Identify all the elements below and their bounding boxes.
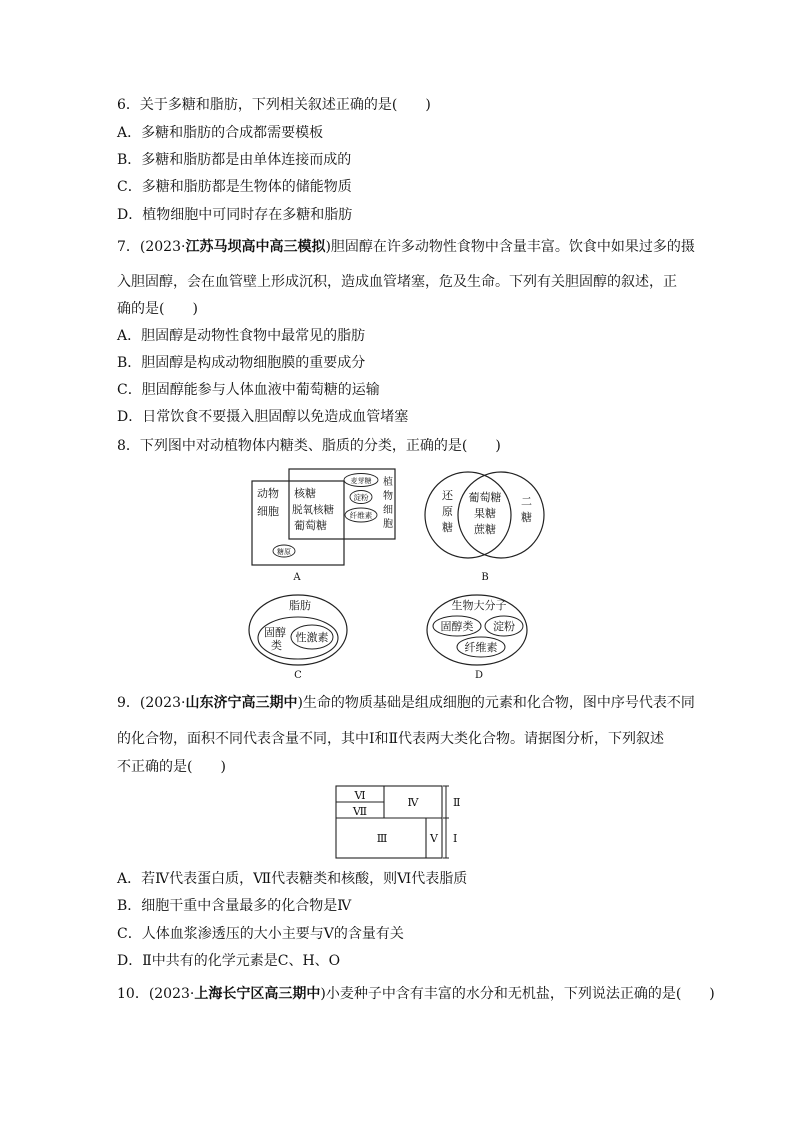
- q8-stem: 8．下列图中对动植物体内糖类、脂质的分类，正确的是( ): [117, 438, 501, 454]
- q9-option-b: B．细胞干重中含量最多的化合物是Ⅳ: [117, 898, 352, 914]
- fig-b-left-1: 还: [442, 489, 453, 502]
- q9-source: 山东济宁高三期中: [185, 695, 298, 711]
- q10-stem: [117, 985, 715, 1003]
- fig-q9-vi: Ⅵ: [354, 789, 366, 802]
- fig-b-right-2: 糖: [521, 511, 532, 524]
- fig-b-right-1: 二: [521, 495, 532, 508]
- fig-q9-v: Ⅴ: [430, 832, 438, 845]
- fig-a-ribose: 核糖: [294, 487, 316, 500]
- q7-stem-line2: 入胆固醇，会在血管壁上形成沉积，造成血管堵塞，危及生命。下列有关胆固醇的叙述，正: [117, 274, 677, 290]
- q9-option-d: D．Ⅱ中共有的化学元素是C、H、O: [117, 953, 341, 969]
- fig-b-left-2: 原: [442, 505, 453, 518]
- fig-b-fructose: 果糖: [474, 507, 496, 520]
- q7-stem-line3: 确的是( ): [117, 301, 198, 317]
- fig-a-label: A: [293, 572, 301, 583]
- q7-source: 江苏马坝高中高三模拟: [185, 239, 326, 255]
- q9-stem-line2: 的化合物，面积不同代表含量不同，其中Ⅰ和Ⅱ代表两大类化合物。请据图分析，下列叙述: [117, 731, 665, 747]
- q9-option-c: C．人体血浆渗透压的大小主要与Ⅴ的含量有关: [117, 926, 404, 942]
- figure-a: [248, 465, 400, 585]
- fig-a-starch: 淀粉: [353, 493, 369, 502]
- fig-q9-iv: Ⅳ: [407, 796, 419, 809]
- fig-b-sucrose: 蔗糖: [474, 523, 496, 536]
- q9-stem-line3: 不正确的是( ): [117, 759, 226, 775]
- q10-stem-text: )小麦种子中含有丰富的水分和无机盐，下列说法正确的是( ): [320, 986, 715, 1002]
- q6-option-c: C．多糖和脂肪都是生物体的储能物质: [117, 179, 352, 195]
- fig-a-animal-label-1: 动物: [257, 487, 279, 500]
- fig-b-left-3: 糖: [442, 521, 453, 534]
- q7-option-a: A．胆固醇是动物性食物中最常见的脂肪: [117, 328, 366, 344]
- q7-stem-line1: [117, 238, 695, 256]
- fig-c-outer: 脂肪: [289, 599, 311, 612]
- fig-c-inner-1: 固醇: [264, 626, 286, 639]
- q9-stem-line1: [117, 694, 695, 712]
- fig-a-animal-label-2: 细胞: [257, 505, 279, 518]
- fig-q9-iii: Ⅲ: [376, 832, 388, 845]
- figure-b: [424, 465, 554, 585]
- fig-d-outer: 生物大分子: [451, 599, 507, 612]
- fig-a-plant-label-4: 胞: [383, 519, 393, 530]
- fig-a-plant-label-1: 植: [383, 477, 393, 488]
- figure-q9-composition: [334, 782, 464, 862]
- fig-a-glucose: 葡萄糖: [294, 519, 327, 532]
- q7-option-c: C．胆固醇能参与人体血液中葡萄糖的运输: [117, 382, 380, 398]
- fig-b-glucose: 葡萄糖: [468, 491, 502, 504]
- fig-a-plant-label-2: 物: [383, 491, 393, 502]
- fig-b-label: B: [481, 572, 489, 583]
- q9-option-a: A．若Ⅳ代表蛋白质，Ⅶ代表糖类和核酸，则Ⅵ代表脂质: [117, 871, 468, 887]
- q7-number: 7．(2023·: [117, 239, 186, 255]
- q6-option-d: D．植物细胞中可同时存在多糖和脂肪: [117, 207, 353, 223]
- fig-q9-i: Ⅰ: [453, 832, 458, 845]
- fig-a-maltose: 麦芽糖: [350, 477, 372, 485]
- q6-stem: 6．关于多糖和脂肪，下列相关叙述正确的是( ): [117, 97, 431, 113]
- q10-number: 10．(2023·: [117, 986, 195, 1002]
- figure-c: [246, 592, 350, 684]
- fig-a-deoxyribose: 脱氧核糖: [292, 504, 334, 516]
- q10-source: 上海长宁区高三期中: [194, 986, 321, 1002]
- q9-number: 9．(2023·: [117, 695, 186, 711]
- fig-a-plant-label-3: 细: [383, 505, 393, 516]
- q9-stem-text: )生命的物质基础是组成细胞的元素和化合物，图中序号代表不同: [297, 695, 695, 711]
- q7-option-d: D．日常饮食不要摄入胆固醇以免造成血管堵塞: [117, 409, 409, 425]
- fig-c-label: C: [294, 670, 302, 681]
- fig-d-cellulose: 纤维素: [464, 641, 498, 654]
- fig-c-innermost: 性激素: [295, 631, 329, 644]
- fig-a-glycogen: 糖原: [277, 548, 291, 556]
- fig-q9-ii: Ⅱ: [453, 796, 461, 809]
- q7-stem-text: )胆固醇在许多动物性食物中含量丰富。饮食中如果过多的摄: [325, 239, 695, 255]
- fig-d-label: D: [474, 670, 484, 681]
- fig-a-cellulose: 纤维素: [349, 511, 373, 520]
- fig-q9-vii: Ⅶ: [352, 805, 368, 818]
- fig-d-starch: 淀粉: [493, 620, 515, 633]
- q7-option-b: B．胆固醇是构成动物细胞膜的重要成分: [117, 355, 366, 371]
- figure-d: [424, 592, 532, 684]
- fig-c-inner-2: 类: [271, 639, 282, 652]
- q6-option-a: A．多糖和脂肪的合成都需要模板: [117, 125, 324, 141]
- q6-option-b: B．多糖和脂肪都是由单体连接而成的: [117, 152, 352, 168]
- fig-d-sterol: 固醇类: [440, 620, 474, 633]
